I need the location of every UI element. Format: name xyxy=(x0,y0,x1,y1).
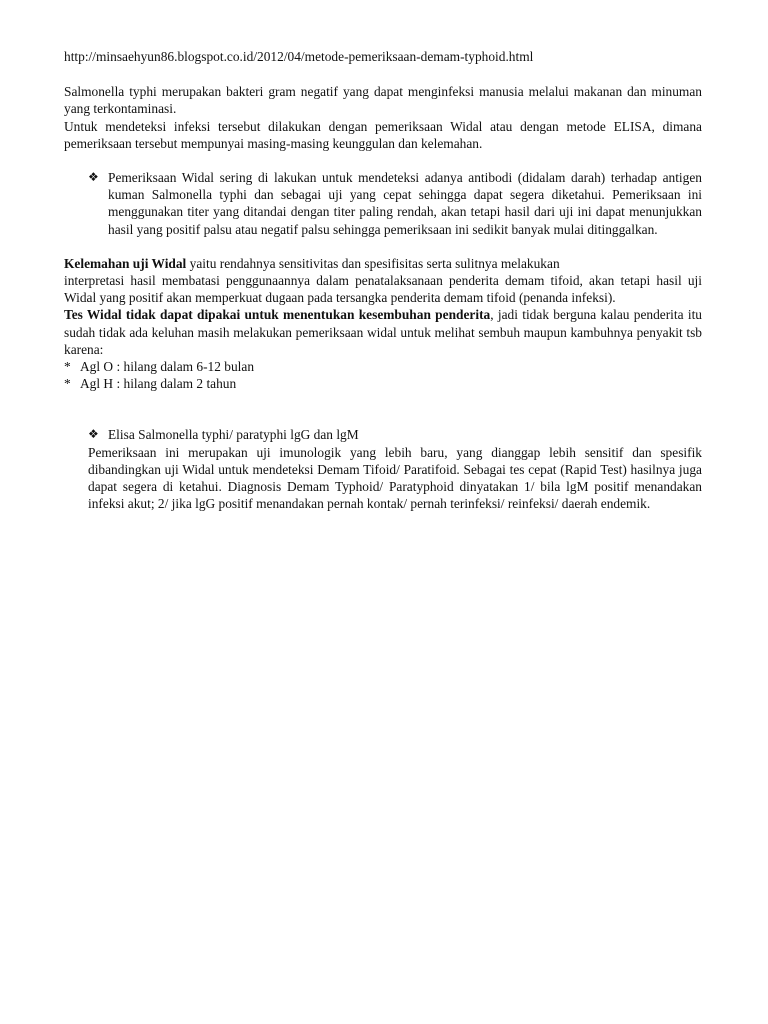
document-page xyxy=(64,48,702,512)
test-paragraph xyxy=(64,306,702,358)
asterisk-bullet: * xyxy=(64,359,71,375)
spacer xyxy=(64,392,702,409)
weakness-first-line xyxy=(64,255,702,272)
agl-o-text: Agl O : hilang dalam 6-12 bulan xyxy=(80,359,255,375)
test-body: , jadi tidak berguna kalau penderita itu sudah tidak ada keluhan masih melakukan pemeriksaan widal untuk melihat sembuh maupun kambuhnya penyakit tsb karena: xyxy=(64,307,702,357)
bullet-elisa-title: Elisa Salmonella typhi/ paratyphi lgG dan lgM xyxy=(108,427,359,443)
spacer xyxy=(64,409,702,426)
bullet-elisa xyxy=(88,426,702,512)
diamond-bullet-icon: ❖ xyxy=(88,170,99,185)
weakness-heading: Kelemahan uji Widal xyxy=(64,255,187,271)
bullet-elisa-title-line xyxy=(88,426,702,443)
spacer xyxy=(64,152,702,169)
bullet-elisa-body: Pemeriksaan ini merupakan uji imunologik yang lebih baru, yang dianggap lebih sensitif dan spesifik dibandingkan uji Widal untuk mendeteksi Demam Tifoid/ Paratifoid. Sebagai tes cepat (Rapid Test) hasilnya juga dapat segera di ketahui. Diagnosis Demam Typhoid/ Paratyphoid dinyatakan 1/ bila lgM positif menandakan infeksi akut; 2/ jika lgG positif menandakan pernah kontak/ pernah terinfeksi/ reinfeksi/ daerah endemik. xyxy=(88,444,702,512)
asterisk-bullet: * xyxy=(64,376,71,392)
intro-paragraph-1: Salmonella typhi merupakan bakteri gram negatif yang dapat menginfeksi manusia melalui makanan dan minuman yang terkontaminasi. xyxy=(64,84,702,117)
bullet-widal xyxy=(88,169,702,238)
test-heading: Tes Widal tidak dapat dipakai untuk menentukan kesembuhan penderita xyxy=(64,307,491,323)
weakness-line-1: yaitu rendahnya sensitivitas dan spesifisitas serta sulitnya melakukan xyxy=(186,255,560,271)
weakness-paragraph: interpretasi hasil membatasi penggunaannya dalam penatalaksanaan penderita demam tifoid, akan tetapi hasil uji Widal yang positif akan memperkuat dugaan pada tersangka penderita demam tifoid (penanda infeksi). xyxy=(64,273,702,306)
intro-paragraph-2: Untuk mendeteksi infeksi tersebut dilakukan dengan pemeriksaan Widal atau dengan metode ELISA, dimana pemeriksaan tersebut mempunyai masing-masing keunggulan dan kelemahan. xyxy=(64,118,702,151)
bullet-widal-text: Pemeriksaan Widal sering di lakukan untuk mendeteksi adanya antibodi (didalam darah) terhadap antigen kuman Salmonella typhi dan sebagai uji yang cepat sehingga dapat segera diketahui. Pemeriksaan ini menggunakan titer yang ditandai dengan titer paling rendah, akan tetapi hasil dari uji ini dapat menunjukkan hasil yang positif palsu atau negatif palsu sehingga pemeriksaan ini sedikit banyak mulai ditinggalkan. xyxy=(108,170,702,237)
spacer xyxy=(64,238,702,255)
source-url: http://minsaehyun86.blogspot.co.id/2012/04/metode-pemeriksaan-demam-typhoid.html xyxy=(64,49,534,64)
agl-h-item xyxy=(64,375,702,392)
diamond-bullet-icon: ❖ xyxy=(88,427,99,442)
agl-h-text: Agl H : hilang dalam 2 tahun xyxy=(80,376,237,392)
agl-o-item xyxy=(64,358,702,375)
